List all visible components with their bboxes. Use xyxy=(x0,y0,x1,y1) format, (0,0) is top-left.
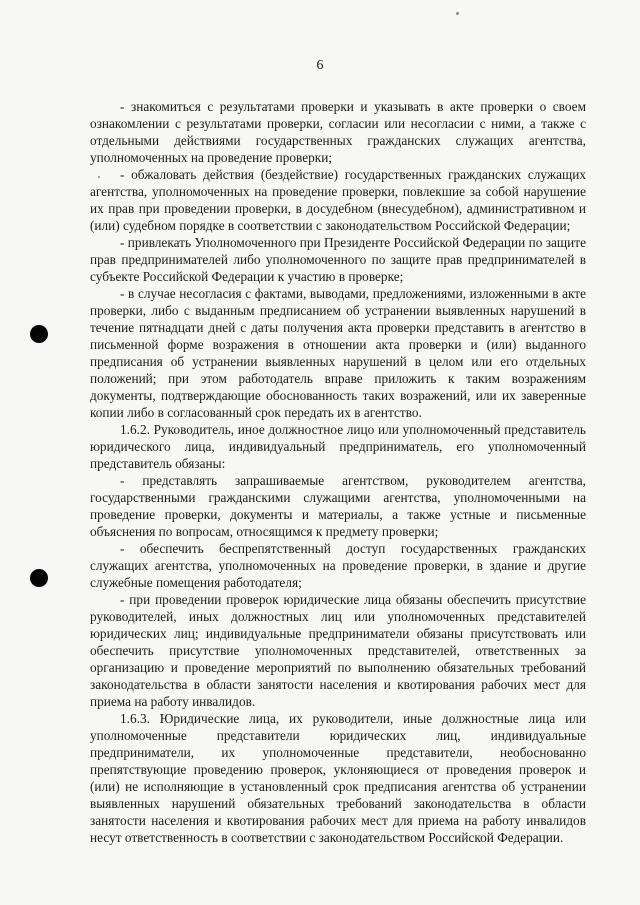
punch-hole-bottom xyxy=(30,569,48,587)
paragraph: - привлекать Уполномоченного при Президенте Российской Федерации по защите прав предпринимателей либо уполномоченного по защите прав предпринимателей в субъекте Российской Федерации к участию в проверке; xyxy=(90,235,586,284)
paragraph: - обеспечить беспрепятственный доступ государственных гражданских служащих агентства, уполномоченных на проведение проверки, в здание и другие служебные помещения работодателя; xyxy=(90,541,586,590)
paragraph: - обжаловать действия (бездействие) государственных гражданских служащих агентства, уполномоченных на проведение проверки, повлекшие за собой нарушение их прав при проведении проверки, в досудебном (внесудебном), административном и (или) судебном порядке в соответствии с законодательством Российской Федерации; xyxy=(90,167,586,233)
document-body xyxy=(90,98,586,846)
paragraph: - знакомиться с результатами проверки и указывать в акте проверки о своем ознакомлении с результатами проверки, согласии или несогласии с ними, а также с отдельными действиями государственных гражданских служащих агентства, уполномоченных на проведение проверки; xyxy=(90,99,586,165)
paragraph: - в случае несогласия с фактами, выводами, предложениями, изложенными в акте проверки, либо с выданным предписанием об устранении выявленных нарушений в течение пятнадцати дней с даты получения акта проверки представить в агентство в письменной форме возражения в отношении акта проверки и (или) выданного предписания об устранении выявленных нарушений в целом или его отдельных положений; при этом работодатель вправе приложить к таким возражениям документы, подтверждающие обоснованность таких возражений, или их заверенные копии либо в согласованный срок передать их в агентство. xyxy=(90,286,586,420)
scan-speck xyxy=(456,12,459,15)
paragraph: - представлять запрашиваемые агентством, руководителем агентства, государственными гражданскими служащими агентства, уполномоченными на проведение проверки, документы и материалы, а также устные и письменные объяснения по вопросам, относящимся к предмету проверки; xyxy=(90,473,586,539)
punch-hole-top xyxy=(30,325,48,343)
page-number: 6 xyxy=(316,58,324,73)
paragraph: - при проведении проверок юридические лица обязаны обеспечить присутствие руководителей, иных должностных лиц или уполномоченных представителей юридических лиц; индивидуальные предприниматели обязаны присутствовать или обеспечить присутствие уполномоченных представителей, ответственных за организацию и проведение мероприятий по выполнению обязательных требований законодательства в области занятости населения и квотирования рабочих мест для приема на работу инвалидов. xyxy=(90,592,586,709)
paragraph: 1.6.2. Руководитель, иное должностное лицо или уполномоченный представитель юридического лица, индивидуальный предприниматель, его уполномоченный представитель обязаны: xyxy=(90,422,586,471)
paragraph: 1.6.3. Юридические лица, их руководители, иные должностные лица или уполномоченные представители юридических лиц, индивидуальные предприниматели, их уполномоченные представители, необоснованно препятствующие проведению проверок, уклоняющиеся от проведения проверок и (или) не исполняющие в установленный срок предписания агентства об устранении выявленных нарушений обязательных требований законодательства в области занятости населения и квотирования рабочих мест для приема на работу инвалидов несут ответственность в соответствии с законодательством Российской Федерации. xyxy=(90,711,586,845)
